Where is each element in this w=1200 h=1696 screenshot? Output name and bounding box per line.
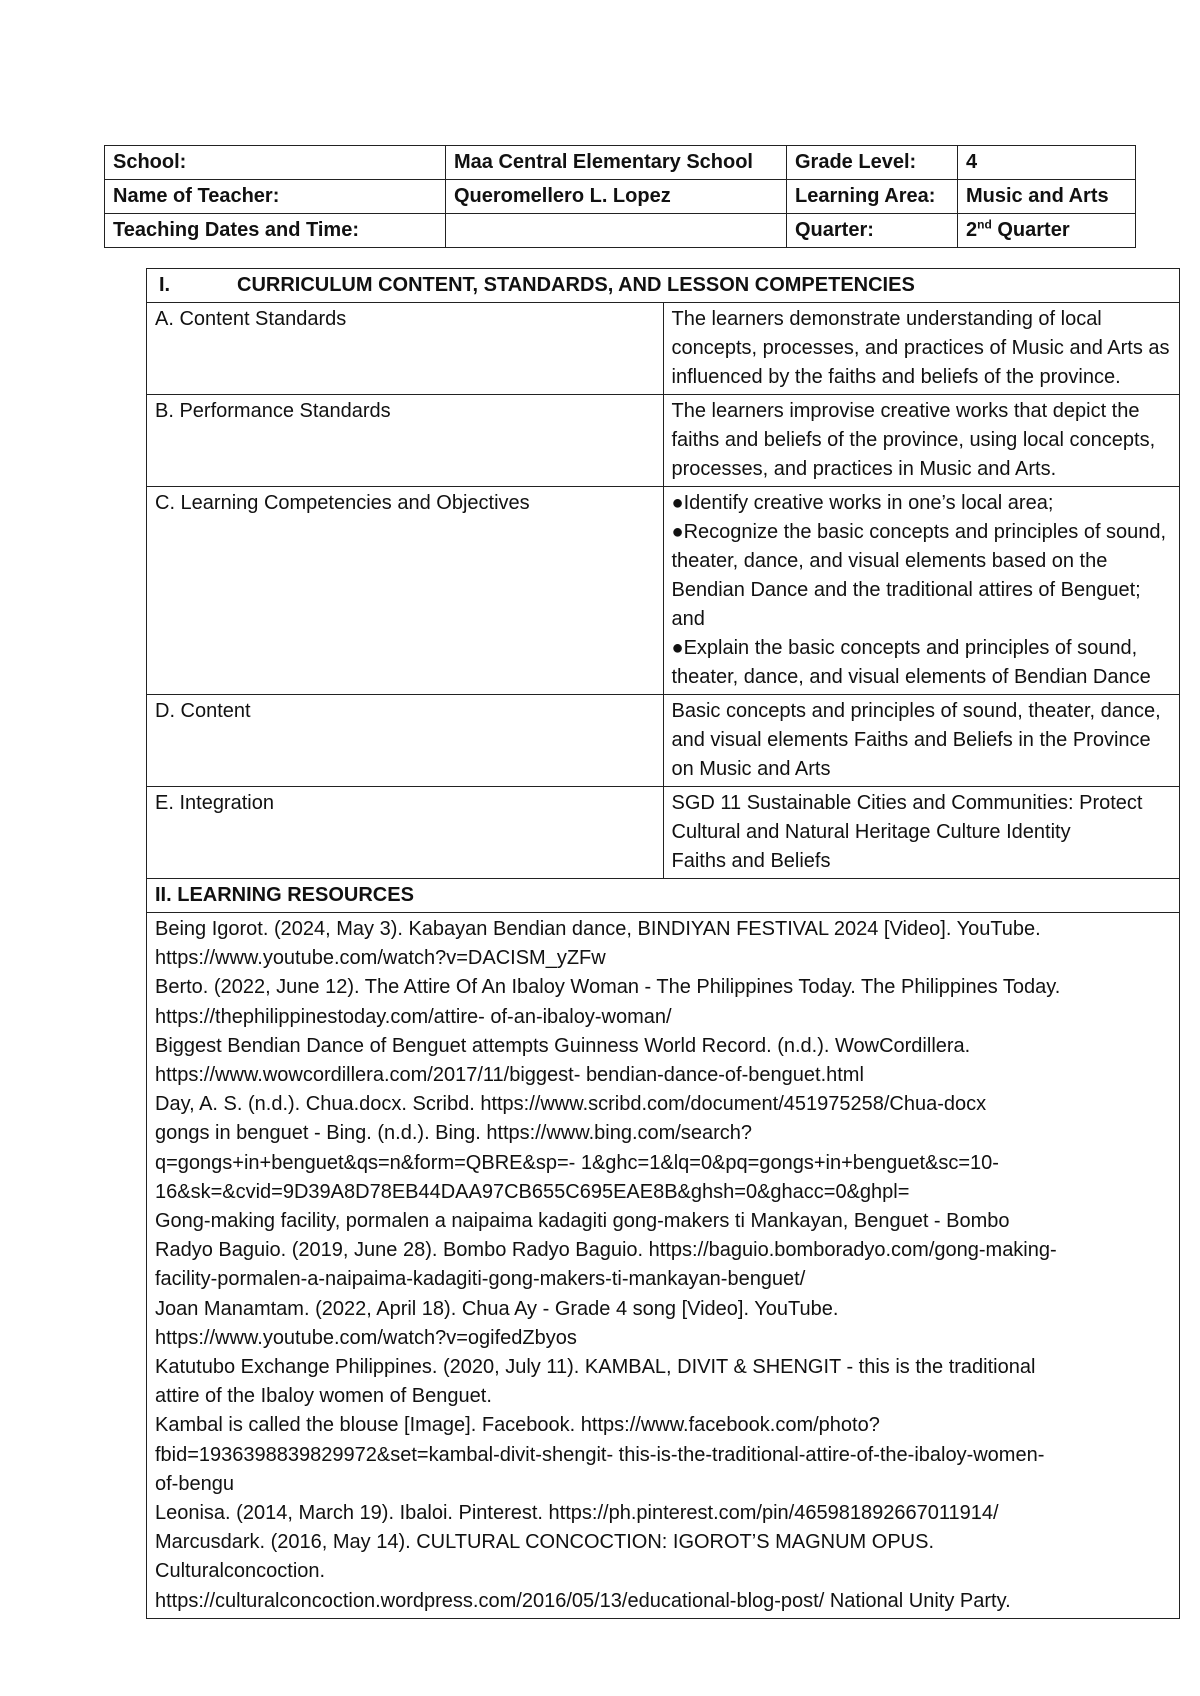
header-table [104, 145, 1136, 248]
resource-line: Being Igorot. (2024, May 3). Kabayan Bendian dance, BINDIYAN FESTIVAL 2024 [Video]. YouTube. [155, 918, 1041, 940]
row-performance-standards [147, 395, 1180, 487]
section-2-title: II. LEARNING RESOURCES [147, 879, 1180, 913]
list-item: ●Identify creative works in one’s local area; [671, 492, 1054, 514]
resource-line: Day, A. S. (n.d.). Chua.docx. Scribd. https://www.scribd.com/document/451975258/Chua-docx [155, 1093, 987, 1116]
resource-line: https://thephilippinestoday.com/attire- of-an-ibaloy-woman/ [155, 1005, 672, 1028]
header-row-dates [105, 214, 1136, 248]
content-label: D. Content [147, 695, 664, 787]
resource-line: Culturalconcoction. [155, 1560, 326, 1583]
performance-standards-value: The learners improvise creative works that depict the faiths and beliefs of the province, using local concepts, processes, and practices in Music and Arts. [663, 395, 1180, 487]
learning-competencies-list [663, 487, 1180, 695]
section-1-header [147, 269, 1180, 303]
quarter-word: Quarter [991, 219, 1070, 241]
learning-competencies-label: C. Learning Competencies and Objectives [147, 487, 664, 695]
row-content-standards [147, 303, 1180, 395]
row-integration [147, 787, 1180, 879]
resource-line: https://www.wowcordillera.com/2017/11/biggest- bendian-dance-of-benguet.html [155, 1064, 864, 1087]
resource-line: https://www.youtube.com/watch?v=DACISM_yZFw [155, 947, 606, 970]
school-label: School: [105, 146, 446, 180]
grade-value: 4 [958, 146, 1136, 180]
integration-label: E. Integration [147, 787, 664, 879]
resource-line: Katutubo Exchange Philippines. (2020, July 11). KAMBAL, DIVIT & SHENGIT - this is the traditional [155, 1356, 1036, 1379]
list-item: ●Explain the basic concepts and principles of sound, theater, dance, and visual elements of Bendian Dance [671, 637, 1151, 688]
teacher-label: Name of Teacher: [105, 180, 446, 214]
resource-line: 16&sk=&cvid=9D39A8D78EB44DAA97CB655C695EAE8B&ghsh=0&ghacc=0&ghpl= [155, 1180, 910, 1203]
resource-line: Radyo Baguio. (2019, June 28). Bombo Radyo Baguio. https://baguio.bomboradyo.com/gong-making- [155, 1239, 1057, 1262]
dates-value [446, 214, 787, 248]
content-standards-label: A. Content Standards [147, 303, 664, 395]
area-label: Learning Area: [787, 180, 958, 214]
resource-line: attire of the Ibaloy women of Benguet. [155, 1385, 492, 1408]
learning-resources-list [147, 913, 1180, 1619]
school-value: Maa Central Elementary School [446, 146, 787, 180]
resource-line: Kambal is called the blouse [Image]. Facebook. https://www.facebook.com/photo? [155, 1414, 880, 1437]
resource-line: Joan Manamtam. (2022, April 18). Chua Ay - Grade 4 song [Video]. YouTube. [155, 1297, 839, 1320]
resource-line: Leonisa. (2014, March 19). Ibaloi. Pinterest. https://ph.pinterest.com/pin/465981892667011914/ [155, 1502, 999, 1525]
integration-value [663, 787, 1180, 879]
content-value: Basic concepts and principles of sound, theater, dance, and visual elements Faiths and Beliefs in the Province on Music and Arts [663, 695, 1180, 787]
section-2-header [147, 879, 1180, 913]
resource-line: Biggest Bendian Dance of Benguet attempts Guinness World Record. (n.d.). WowCordillera. [155, 1034, 971, 1057]
resource-line: https://culturalconcoction.wordpress.com/2016/05/13/educational-blog-post/ National Unity Party. [155, 1589, 1011, 1612]
header-row-school [105, 146, 1136, 180]
performance-standards-label: B. Performance Standards [147, 395, 664, 487]
row-learning-resources [147, 913, 1180, 1619]
integration-line: Faiths and Beliefs [671, 850, 831, 872]
grade-label: Grade Level: [787, 146, 958, 180]
list-item: ●Recognize the basic concepts and principles of sound, theater, dance, and visual elements based on the Bendian Dance and the traditional attires of Benguet; and [671, 521, 1167, 630]
resource-line: gongs in benguet - Bing. (n.d.). Bing. https://www.bing.com/search? [155, 1122, 752, 1145]
quarter-value [958, 214, 1136, 248]
resource-line: q=gongs+in+benguet&qs=n&form=QBRE&sp=- 1&ghc=1&lq=0&pq=gongs+in+benguet&sc=10- [155, 1151, 999, 1174]
quarter-number: 2 [966, 219, 978, 241]
lesson-table [146, 268, 1180, 1619]
section-1-title: CURRICULUM CONTENT, STANDARDS, AND LESSON COMPETENCIES [237, 274, 915, 296]
integration-line: SGD 11 Sustainable Cities and Communities: Protect Cultural and Natural Heritage Culture Identity [671, 792, 1143, 843]
row-content [147, 695, 1180, 787]
header-row-teacher [105, 180, 1136, 214]
resource-line: fbid=1936398839829972&set=kambal-divit-shengit- this-is-the-traditional-attire-of-the-ibaloy-women- [155, 1443, 1045, 1466]
resource-line: Marcusdark. (2016, May 14). CULTURAL CONCOCTION: IGOROT’S MAGNUM OPUS. [155, 1531, 935, 1554]
resource-line: facility-pormalen-a-naipaima-kadagiti-gong-makers-ti-mankayan-benguet/ [155, 1268, 806, 1291]
teacher-value: Queromellero L. Lopez [446, 180, 787, 214]
content-standards-value: The learners demonstrate understanding of local concepts, processes, and practices of Music and Arts as influenced by the faiths and beliefs of the province. [663, 303, 1180, 395]
resource-line: of-bengu [155, 1472, 234, 1495]
quarter-suffix: nd [977, 217, 992, 232]
resource-line: Berto. (2022, June 12). The Attire Of An Ibaloy Woman - The Philippines Today. The Philippines Today. [155, 976, 1061, 999]
dates-label: Teaching Dates and Time: [105, 214, 446, 248]
resource-line: Gong-making facility, pormalen a naipaima kadagiti gong-makers ti Mankayan, Benguet - Bombo [155, 1210, 1010, 1233]
row-learning-competencies [147, 487, 1180, 695]
quarter-label: Quarter: [787, 214, 958, 248]
section-1-number: I. [159, 274, 171, 296]
area-value: Music and Arts [958, 180, 1136, 214]
resource-line: https://www.youtube.com/watch?v=ogifedZbyos [155, 1326, 577, 1349]
